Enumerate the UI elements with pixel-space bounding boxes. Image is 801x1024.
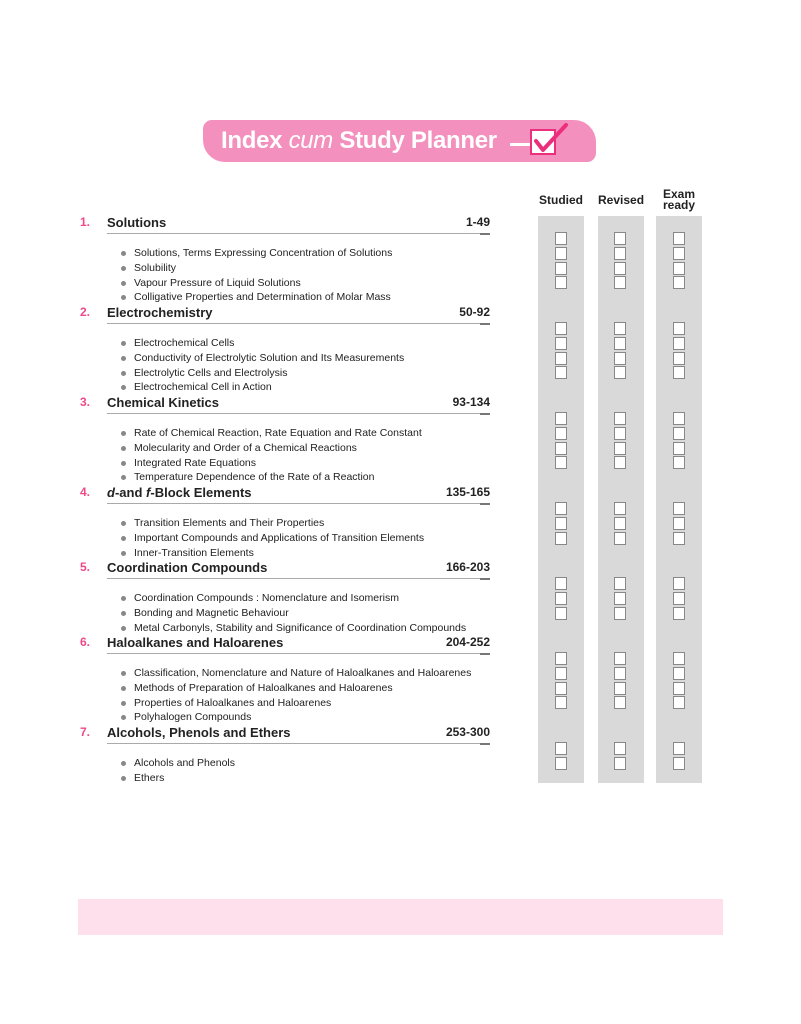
chapter-rule [107,653,490,654]
bullet-icon [121,385,126,390]
exam-ready-checkbox[interactable] [673,352,685,365]
topic-item: Electrochemical Cells [120,336,500,351]
studied-checkbox[interactable] [555,696,567,709]
revised-checkbox[interactable] [614,607,626,620]
exam-ready-checkbox[interactable] [673,442,685,455]
column-header-exam-ready: Exam ready [662,187,696,212]
revised-checkbox[interactable] [614,502,626,515]
page-title [221,127,497,155]
bullet-icon [121,281,126,286]
topic-item: Integrated Rate Equations [120,456,500,471]
bullet-icon [121,371,126,376]
topic-item: Polyhalogen Compounds [120,710,500,725]
revised-checkbox[interactable] [614,757,626,770]
revised-checkbox[interactable] [614,352,626,365]
chapter-number: 4. [80,485,91,499]
topic-item: Important Compounds and Applications of Transition Elements [120,531,500,546]
bullet-icon [121,461,126,466]
topic-item: Electrolytic Cells and Electrolysis [120,366,500,381]
studied-checkbox[interactable] [555,262,567,275]
revised-checkbox[interactable] [614,682,626,695]
bullet-icon [121,686,126,691]
column-header-revised: Revised [598,193,645,207]
chapter-rule-tick [480,503,490,505]
topic-item: Colligative Properties and Determination of Molar Mass [120,290,500,305]
checkmark-icon [530,129,556,155]
studied-checkbox[interactable] [555,532,567,545]
chapter-pages: 135-165 [445,485,490,499]
chapter-rule-tick [480,653,490,655]
topic-item: Methods of Preparation of Haloalkanes and Haloarenes [120,681,500,696]
exam-ready-checkbox[interactable] [673,577,685,590]
revised-checkbox[interactable] [614,442,626,455]
bullet-icon [121,596,126,601]
title-part-cum: cum [288,127,334,154]
exam-ready-checkbox[interactable] [673,276,685,289]
chapter-number: 5. [80,560,91,574]
chapter-1 [80,215,490,304]
chapter-rule [107,233,490,234]
bullet-icon [121,536,126,541]
bullet-icon [121,701,126,706]
bullet-icon [121,761,126,766]
chapter-pages: 204-252 [445,635,490,649]
topic-item: Rate of Chemical Reaction, Rate Equation and Rate Constant [120,426,500,441]
bullet-icon [121,715,126,720]
studied-checkbox[interactable] [555,517,567,530]
revised-checkbox[interactable] [614,742,626,755]
topic-item: Solubility [120,261,500,276]
chapter-number: 3. [80,395,91,409]
chapter-rule [107,578,490,579]
bullet-icon [121,671,126,676]
topic-item: Transition Elements and Their Properties [120,516,500,531]
studied-checkbox[interactable] [555,682,567,695]
chapter-6 [80,635,490,724]
studied-checkbox[interactable] [555,352,567,365]
revised-checkbox[interactable] [614,517,626,530]
revised-checkbox[interactable] [614,577,626,590]
revised-checkbox[interactable] [614,592,626,605]
studied-checkbox[interactable] [555,577,567,590]
exam-ready-checkbox[interactable] [673,337,685,350]
topic-item: Alcohols and Phenols [120,756,500,771]
studied-checkbox[interactable] [555,652,567,665]
exam-ready-checkbox[interactable] [673,592,685,605]
exam-ready-checkbox[interactable] [673,456,685,469]
studied-checkbox[interactable] [555,667,567,680]
studied-checkbox[interactable] [555,742,567,755]
exam-ready-checkbox[interactable] [673,696,685,709]
exam-ready-checkbox[interactable] [673,517,685,530]
chapter-3 [80,395,490,484]
revised-checkbox[interactable] [614,366,626,379]
title-part-index: Index [221,127,289,154]
studied-checkbox[interactable] [555,502,567,515]
studied-checkbox[interactable] [555,427,567,440]
chapter-pages: 1-49 [465,215,490,229]
bullet-icon [121,356,126,361]
exam-ready-checkbox[interactable] [673,757,685,770]
bullet-icon [121,611,126,616]
planner-banner [203,120,596,162]
bullet-icon [121,446,126,451]
bullet-icon [121,475,126,480]
bullet-icon [121,551,126,556]
revised-checkbox[interactable] [614,667,626,680]
revised-checkbox[interactable] [614,427,626,440]
studied-checkbox[interactable] [555,247,567,260]
topic-item: Inner-Transition Elements [120,546,500,561]
topic-item: Conductivity of Electrolytic Solution and Its Measurements [120,351,500,366]
revised-checkbox[interactable] [614,247,626,260]
revised-checkbox[interactable] [614,232,626,245]
studied-checkbox[interactable] [555,456,567,469]
revised-checkbox[interactable] [614,412,626,425]
bullet-icon [121,295,126,300]
chapter-pages: 50-92 [459,305,490,319]
revised-checkbox[interactable] [614,337,626,350]
chapter-4 [80,485,490,559]
chapter-pages: 166-203 [445,560,490,574]
topic-item: Bonding and Magnetic Behaviour [120,606,500,621]
exam-ready-checkbox[interactable] [673,682,685,695]
chapter-rule-tick [480,743,490,745]
topic-item: Vapour Pressure of Liquid Solutions [120,276,500,291]
chapter-rule [107,743,490,744]
chapter-5 [80,560,490,634]
chapter-title: Coordination Compounds [107,560,268,575]
revised-checkbox[interactable] [614,276,626,289]
topic-item: Metal Carbonyls, Stability and Significance of Coordination Compounds [120,621,500,636]
exam-ready-checkbox[interactable] [673,247,685,260]
chapter-title: Solutions [107,215,167,230]
exam-ready-checkbox[interactable] [673,262,685,275]
exam-ready-checkbox[interactable] [673,412,685,425]
chapter-pages: 253-300 [445,725,490,739]
studied-checkbox[interactable] [555,412,567,425]
chapter-number: 1. [80,215,91,229]
topic-item: Electrochemical Cell in Action [120,380,500,395]
revised-checkbox[interactable] [614,262,626,275]
studied-checkbox[interactable] [555,757,567,770]
topic-item: Molecularity and Order of a Chemical Reactions [120,441,500,456]
bullet-icon [121,776,126,781]
bullet-icon [121,266,126,271]
chapter-rule [107,413,490,414]
revised-checkbox[interactable] [614,322,626,335]
chapter-rule-tick [480,323,490,325]
bullet-icon [121,251,126,256]
title-part-study-planner: Study Planner [333,127,497,154]
footer-band [78,899,723,935]
bullet-icon [121,521,126,526]
chapter-rule-tick [480,578,490,580]
revised-checkbox[interactable] [614,532,626,545]
topic-item: Properties of Haloalkanes and Haloarenes [120,696,500,711]
exam-ready-checkbox[interactable] [673,652,685,665]
chapter-number: 7. [80,725,91,739]
chapter-number: 6. [80,635,91,649]
exam-ready-checkbox[interactable] [673,232,685,245]
chapter-number: 2. [80,305,91,319]
studied-checkbox[interactable] [555,276,567,289]
topic-item: Coordination Compounds : Nomenclature and Isomerism [120,591,500,606]
topic-item: Classification, Nomenclature and Nature of Haloalkanes and Haloarenes [120,666,500,681]
chapter-rule-tick [480,413,490,415]
topic-item: Temperature Dependence of the Rate of a Reaction [120,470,500,485]
exam-ready-checkbox[interactable] [673,366,685,379]
exam-ready-checkbox[interactable] [673,667,685,680]
studied-checkbox[interactable] [555,592,567,605]
chapter-title: Chemical Kinetics [107,395,219,410]
revised-checkbox[interactable] [614,652,626,665]
exam-ready-checkbox[interactable] [673,427,685,440]
chapter-title: Electrochemistry [107,305,213,320]
exam-ready-checkbox[interactable] [673,322,685,335]
bullet-icon [121,626,126,631]
chapter-rule [107,323,490,324]
chapter-7 [80,725,490,784]
chapter-rule-tick [480,233,490,235]
chapter-pages: 93-134 [452,395,490,409]
exam-ready-checkbox[interactable] [673,742,685,755]
column-header-studied: Studied [539,193,583,207]
exam-ready-checkbox[interactable] [673,607,685,620]
chapter-2 [80,305,490,394]
chapter-title: Haloalkanes and Haloarenes [107,635,284,650]
studied-checkbox[interactable] [555,322,567,335]
banner-dash [510,143,532,146]
studied-checkbox[interactable] [555,442,567,455]
studied-checkbox[interactable] [555,366,567,379]
studied-checkbox[interactable] [555,337,567,350]
revised-checkbox[interactable] [614,456,626,469]
exam-ready-checkbox[interactable] [673,502,685,515]
chapter-title: d-and f-Block Elements [107,485,252,500]
bullet-icon [121,431,126,436]
topic-item: Solutions, Terms Expressing Concentration of Solutions [120,246,500,261]
revised-checkbox[interactable] [614,696,626,709]
chapter-rule [107,503,490,504]
studied-checkbox[interactable] [555,232,567,245]
topic-item: Ethers [120,771,500,786]
studied-checkbox[interactable] [555,607,567,620]
exam-ready-checkbox[interactable] [673,532,685,545]
chapter-title: Alcohols, Phenols and Ethers [107,725,291,740]
bullet-icon [121,341,126,346]
